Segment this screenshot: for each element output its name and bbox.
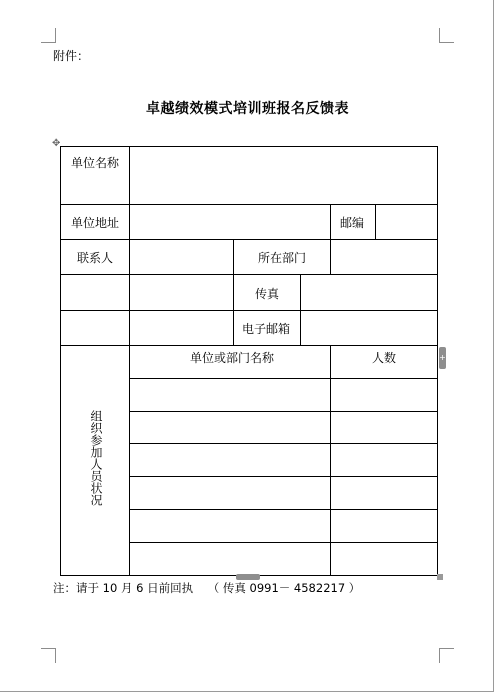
table-line	[330, 239, 331, 275]
table-move-handle-icon[interactable]: ✥	[52, 138, 61, 149]
table-resize-handle[interactable]	[437, 574, 443, 580]
table-line	[60, 274, 438, 275]
margin-corner-bottom-right	[439, 648, 454, 663]
table-line	[60, 146, 61, 576]
table-line	[375, 204, 376, 240]
table-line	[60, 146, 438, 147]
margin-corner-top-right	[439, 28, 454, 43]
org-status-label: 组织参加人员状况	[89, 410, 103, 506]
margin-corner-top-left	[41, 28, 56, 43]
department-label: 所在部门	[258, 251, 307, 265]
unit-name-label: 单位名称	[71, 156, 120, 170]
table-line	[129, 476, 438, 477]
row-insert-handle-icon[interactable]: +	[439, 347, 446, 369]
table-line	[129, 542, 438, 543]
table-line	[129, 378, 438, 379]
table-line	[330, 204, 331, 240]
table-line	[60, 310, 438, 311]
table-line	[129, 509, 438, 510]
table-line	[129, 411, 438, 412]
table-line	[60, 239, 438, 240]
table-line	[129, 146, 130, 576]
table-line	[300, 274, 301, 346]
table-line	[60, 345, 438, 346]
count-header: 人数	[372, 351, 397, 365]
table-line	[330, 345, 331, 576]
contact-label: 联系人	[77, 251, 114, 265]
margin-corner-bottom-left	[41, 648, 56, 663]
table-line	[129, 443, 438, 444]
table-line	[233, 239, 234, 346]
postcode-label: 邮编	[340, 216, 365, 230]
document-title: 卓越绩效模式培训班报名反馈表	[146, 101, 349, 117]
fax-label: 传真	[255, 287, 280, 301]
table-line	[437, 146, 438, 576]
unit-address-label: 单位地址	[71, 216, 120, 230]
return-note: 注：请于 10 月 6 日前回执 （ 传真 0991－ 4582217 ）	[53, 581, 361, 595]
email-label: 电子邮箱	[242, 322, 291, 336]
table-line	[60, 204, 438, 205]
attachment-label: 附件：	[53, 49, 90, 63]
dept-name-header: 单位或部门名称	[190, 351, 275, 365]
